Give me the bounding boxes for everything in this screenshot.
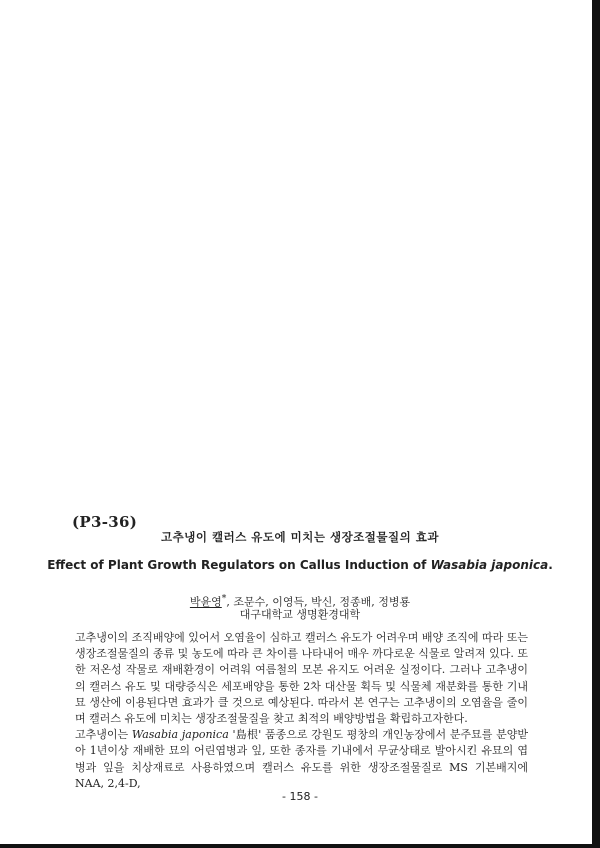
english-title-prefix: Effect of Plant Growth Regulators on Callus Induction of [47, 558, 431, 572]
scan-border-bottom [0, 844, 600, 848]
abstract-code: (P3-36) [72, 513, 138, 531]
english-title-species: Wasabia japonica [430, 558, 549, 572]
body-paragraph-1: 고추냉이의 조직배양에 있어서 오염율이 심하고 캘러스 유도가 어려우며 배양 조직에 따라 또는 생장조절물질의 종류 및 농도에 따라 큰 차이를 나타내어 매우 까다로운 식물로 알려져 있다. 또한 저온성 작물로 재배환경이 어려워 여름철의 모본 유지도 어려운 실정이다. 그러나 고추냉이의 캘러스 유도 및 대량증식은 세포배양을 통한 2차 대산물 획득 및 식물체 재분화를 통한 기내묘 생산에 이용된다면 효과가 클 것으로 예상된다. 따라서 본 연구는 고추냉이의 오염율을 줄이며 캘러스 유도에 미치는 생장조절물질을 찾고 최적의 배양방법을 확립하고자한다. [75, 631, 528, 726]
presenter-mark: * [221, 593, 227, 604]
body-paragraph-2 [75, 727, 528, 792]
english-title [0, 558, 600, 572]
abstract-body [75, 630, 528, 792]
presenting-author: 박윤영 [189, 595, 222, 609]
english-title-suffix: . [548, 558, 553, 572]
affiliation: 대구대학교 생명환경대학 [239, 608, 361, 621]
para2-species: Wasabia japonica [131, 728, 229, 742]
scan-border-right [592, 0, 600, 848]
para2-start: 고추냉이는 [75, 728, 132, 742]
korean-title: 고추냉이 캘러스 유도에 미치는 생장조절물질의 효과 [161, 530, 439, 544]
co-authors: , 조문수, 이영득, 박신, 정종배, 정병룡 [226, 595, 411, 609]
para2-rest: '島根' 품종으로 강원도 평창의 개인농장에서 분주묘를 분양받아 1년이상 재배한 묘의 어린엽병과 잎, 또한 종자를 기내에서 무균상태로 발아시킨 유묘의 엽병과 잎을 치상재료로 사용하였으며 캘러스 유도를 위한 생장조절물질로 MS 기본배지에 NAA, 2,4-D, [75, 728, 528, 790]
page-number: - 158 - [282, 790, 318, 803]
